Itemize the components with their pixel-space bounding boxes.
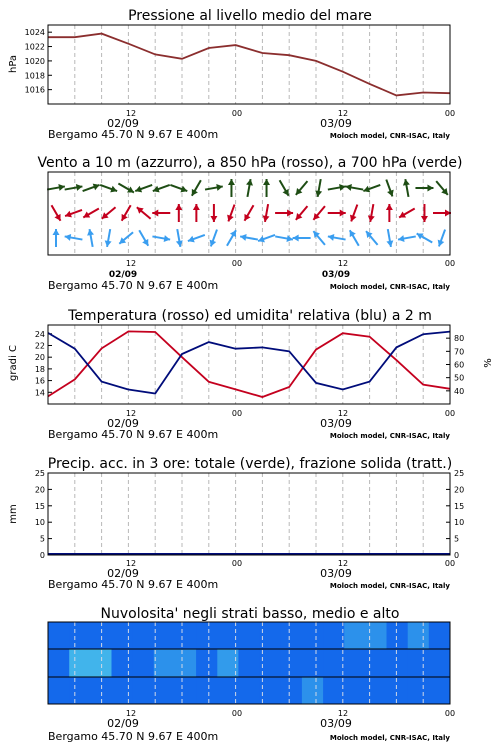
cloud-cell — [344, 649, 366, 676]
wind-arrow-head — [421, 216, 428, 222]
wind-arrow — [102, 207, 116, 219]
wind-arrow — [386, 180, 393, 197]
pressure-line — [48, 34, 450, 96]
x-tick-label: 12 — [125, 709, 137, 718]
x-tick-label: 00 — [231, 109, 243, 118]
cloud-cell — [48, 622, 70, 649]
cloud-cell — [429, 677, 451, 704]
x-tick-label: 00 — [444, 709, 456, 718]
cloud-cell — [69, 677, 91, 704]
cloud-panel — [48, 606, 455, 743]
humidity-ylabel: % — [483, 358, 494, 368]
wind-arrow — [228, 179, 235, 197]
cloud-cell — [344, 622, 366, 649]
cloud-cell — [408, 649, 430, 676]
cloud-cell — [344, 677, 366, 704]
x-tick-label: 12 — [337, 709, 349, 718]
wind-arrow — [175, 204, 182, 222]
wind-arrow — [275, 235, 293, 242]
x-tick-label: 12 — [337, 109, 349, 118]
wind-arrow — [313, 231, 325, 245]
date-label: 03/09 — [320, 417, 352, 430]
y-tick-label: 5 — [454, 534, 460, 544]
y-tick-label: 18 — [34, 364, 45, 374]
wind-arrow — [438, 230, 445, 247]
date-label: 02/09 — [107, 717, 139, 730]
wind-arrow-head — [386, 204, 393, 210]
cloud-cell — [133, 677, 155, 704]
location-label: Bergamo 45.70 N 9.67 E 400m — [48, 279, 219, 292]
wind-arrow — [65, 234, 83, 241]
wind-arrow-head — [293, 235, 299, 242]
wind-arrow — [345, 184, 363, 191]
wind-arrow — [47, 184, 65, 191]
cloud-cell — [429, 622, 451, 649]
date-label: 02/09 — [107, 417, 139, 430]
cloud-cell — [238, 649, 260, 676]
credit-label: Moloch model, CNR-ISAC, Italy — [329, 432, 450, 440]
wind-panel — [37, 155, 462, 292]
wind-title: Vento a 10 m (azzurro), a 850 hPa (rosso), a 700 hPa (verde) — [37, 155, 463, 171]
cloud-cell — [408, 677, 430, 704]
cloud-cell — [238, 622, 260, 649]
y-tick-label: 80 — [454, 334, 465, 344]
y-tick-label: 14 — [34, 388, 45, 398]
credit-label: Moloch model, CNR-ISAC, Italy — [329, 132, 450, 140]
wind-arrow — [433, 210, 451, 217]
wind-arrow — [135, 185, 152, 192]
date-label: 03/09 — [321, 270, 351, 280]
wind-arrow — [118, 184, 134, 193]
wind-arrow — [363, 185, 380, 192]
wind-arrow — [205, 184, 223, 191]
cloud-cell — [196, 677, 218, 704]
y-tick-label: 70 — [454, 347, 465, 357]
cloud-cell — [48, 677, 70, 704]
wind-arrow-head — [287, 210, 293, 217]
cloud-cell — [175, 677, 197, 704]
y-tick-label: 50 — [454, 373, 465, 383]
wind-arrow — [100, 185, 117, 192]
y-tick-label: 24 — [34, 329, 45, 339]
wind-arrow — [368, 204, 375, 222]
x-tick-label: 12 — [337, 259, 349, 268]
y-tick-label: 5 — [39, 534, 45, 544]
y-tick-label: 22 — [34, 341, 45, 351]
cloud-cell — [365, 649, 387, 676]
pressure-title: Pressione al livello medio del mare — [128, 8, 372, 24]
wind-arrow — [246, 179, 253, 197]
y-tick-label: 20 — [34, 485, 45, 495]
x-tick-label: 12 — [125, 109, 137, 118]
cloud-cell — [387, 649, 409, 676]
x-tick-label: 12 — [125, 409, 137, 418]
y-tick-label: 1020 — [24, 56, 45, 66]
y-tick-label: 15 — [34, 501, 45, 511]
cloud-cell — [69, 649, 91, 676]
wind-arrow — [293, 235, 311, 242]
location-label: Bergamo 45.70 N 9.67 E 400m — [48, 578, 219, 591]
wind-arrow — [193, 204, 200, 222]
wind-arrow — [296, 181, 308, 195]
date-label: 03/09 — [320, 717, 352, 730]
wind-arrow — [105, 229, 112, 247]
wind-arrow — [65, 210, 82, 217]
wind-arrow — [399, 209, 415, 218]
cloud-cell — [281, 649, 303, 676]
cloud-cell — [133, 622, 155, 649]
cloud-cell — [302, 622, 324, 649]
wind-arrow-head — [263, 179, 270, 185]
wind-arrow — [244, 205, 253, 221]
cloud-cell — [175, 649, 197, 676]
credit-label: Moloch model, CNR-ISAC, Italy — [329, 734, 450, 742]
y-tick-label: 10 — [34, 518, 45, 528]
wind-arrow — [275, 210, 293, 217]
x-tick-label: 00 — [444, 409, 456, 418]
precipitation-ylabel: mm — [8, 504, 19, 524]
wind-arrow — [210, 230, 217, 247]
cloud-cell — [112, 622, 134, 649]
wind-arrow-head — [427, 185, 433, 192]
y-tick-label: 0 — [454, 551, 460, 560]
wind-arrow — [227, 230, 236, 246]
wind-arrow-head — [193, 204, 200, 210]
y-tick-label: 1024 — [24, 28, 45, 38]
y-tick-label: 1022 — [24, 42, 45, 52]
cloud-cell — [196, 622, 218, 649]
x-tick-label: 00 — [231, 259, 243, 268]
cloud-cell — [196, 649, 218, 676]
cloud-cell — [112, 677, 134, 704]
humidity-line — [48, 332, 450, 394]
date-label: 03/09 — [320, 117, 352, 130]
date-label: 03/09 — [320, 567, 352, 580]
location-label: Bergamo 45.70 N 9.67 E 400m — [48, 730, 219, 743]
wind-arrow — [421, 204, 428, 222]
cloud-cell — [387, 677, 409, 704]
y-tick-label: 0 — [39, 551, 45, 560]
cloud-cell — [429, 649, 451, 676]
wind-arrow — [258, 235, 275, 242]
location-label: Bergamo 45.70 N 9.67 E 400m — [48, 128, 219, 141]
y-tick-label: 16 — [34, 376, 45, 386]
date-label: 02/09 — [107, 117, 139, 130]
wind-arrow — [350, 205, 357, 222]
cloud-cell — [281, 622, 303, 649]
temperature-panel — [8, 308, 494, 441]
cloud-cell — [323, 649, 345, 676]
wind-arrow — [137, 207, 151, 219]
wind-arrow — [210, 204, 217, 222]
x-tick-label: 00 — [444, 109, 456, 118]
x-tick-label: 00 — [231, 709, 243, 718]
pressure-panel — [8, 8, 455, 141]
wind-arrow — [386, 204, 393, 222]
wind-arrow-head — [210, 216, 217, 222]
cloud-cell — [365, 677, 387, 704]
wind-arrow — [83, 209, 99, 218]
wind-arrow — [263, 204, 270, 222]
temperature-line — [48, 331, 450, 397]
x-tick-label: 12 — [125, 559, 137, 568]
y-tick-label: 60 — [454, 360, 465, 370]
location-label: Bergamo 45.70 N 9.67 E 400m — [48, 428, 219, 441]
wind-arrow — [122, 205, 131, 221]
wind-arrow — [53, 229, 60, 247]
cloud-cell — [154, 649, 176, 676]
temperature-title: Temperatura (rosso) ed umidita' relativa (blu) a 2 m — [68, 308, 432, 324]
x-tick-label: 12 — [337, 409, 349, 418]
wind-arrow — [65, 184, 83, 191]
cloud-cell — [69, 622, 91, 649]
cloud-cell — [365, 622, 387, 649]
wind-arrow — [263, 179, 270, 197]
y-tick-label: 25 — [34, 469, 45, 478]
wind-arrow — [87, 229, 94, 247]
cloud-cell — [408, 622, 430, 649]
wind-arrow — [296, 206, 308, 220]
wind-arrow — [192, 180, 201, 196]
wind-arrow — [188, 235, 205, 242]
y-tick-label: 1016 — [24, 85, 45, 95]
wind-arrow-head — [175, 204, 182, 210]
precipitation-title: Precip. acc. in 3 ore: totale (verde), frazione solida (tratt.) — [47, 456, 453, 472]
wind-arrow — [227, 205, 234, 222]
cloud-cell — [302, 677, 324, 704]
wind-arrow — [83, 184, 100, 191]
cloud-cell — [238, 677, 260, 704]
wind-arrow — [415, 185, 433, 192]
wind-arrow-head — [53, 229, 60, 235]
wind-arrow — [240, 234, 258, 241]
y-tick-label: 10 — [454, 518, 465, 528]
wind-arrow — [119, 232, 133, 244]
x-tick-label: 00 — [231, 559, 243, 568]
cloud-cell — [281, 677, 303, 704]
y-tick-label: 25 — [454, 469, 465, 478]
wind-arrow — [313, 206, 325, 220]
x-tick-label: 12 — [337, 559, 349, 568]
cloud-cell — [112, 649, 134, 676]
wind-arrow — [139, 230, 148, 246]
date-label: 02/09 — [107, 567, 139, 580]
x-tick-label: 00 — [444, 559, 456, 568]
wind-arrow — [170, 185, 187, 192]
cloud-cell — [48, 649, 70, 676]
credit-label: Moloch model, CNR-ISAC, Italy — [329, 582, 450, 590]
cloud-cell — [133, 649, 155, 676]
wind-arrow — [398, 235, 416, 242]
wind-arrow — [436, 181, 448, 195]
x-tick-label: 00 — [231, 409, 243, 418]
wind-arrow — [386, 229, 393, 247]
wind-arrow — [403, 179, 410, 197]
wind-arrow — [350, 230, 359, 246]
cloud-cell — [323, 622, 345, 649]
credit-label: Moloch model, CNR-ISAC, Italy — [329, 283, 450, 291]
cloud-title: Nuvolosita' negli strati basso, medio e alto — [100, 606, 400, 622]
pressure-ylabel: hPa — [8, 54, 19, 74]
y-tick-label: 40 — [454, 386, 465, 396]
cloud-cell — [323, 677, 345, 704]
cloud-cell — [154, 677, 176, 704]
wind-arrow — [366, 231, 378, 245]
wind-arrow — [280, 180, 289, 196]
temperature-ylabel: gradi C — [8, 345, 19, 381]
y-tick-label: 15 — [454, 501, 465, 511]
x-tick-label: 00 — [444, 259, 456, 268]
precipitation-frame — [48, 473, 450, 555]
wind-arrow-head — [228, 179, 235, 185]
date-label: 02/09 — [108, 270, 138, 280]
wind-arrow — [417, 233, 433, 242]
y-tick-label: 20 — [454, 485, 465, 495]
y-tick-label: 1018 — [24, 71, 45, 81]
cloud-cell — [302, 649, 324, 676]
cloud-cell — [387, 622, 409, 649]
y-tick-label: 20 — [34, 353, 45, 363]
cloud-cell — [175, 622, 197, 649]
cloud-cell — [154, 622, 176, 649]
temperature-frame — [48, 325, 450, 404]
precipitation-panel — [8, 456, 464, 591]
x-tick-label: 12 — [125, 259, 137, 268]
wind-arrow — [52, 205, 61, 221]
